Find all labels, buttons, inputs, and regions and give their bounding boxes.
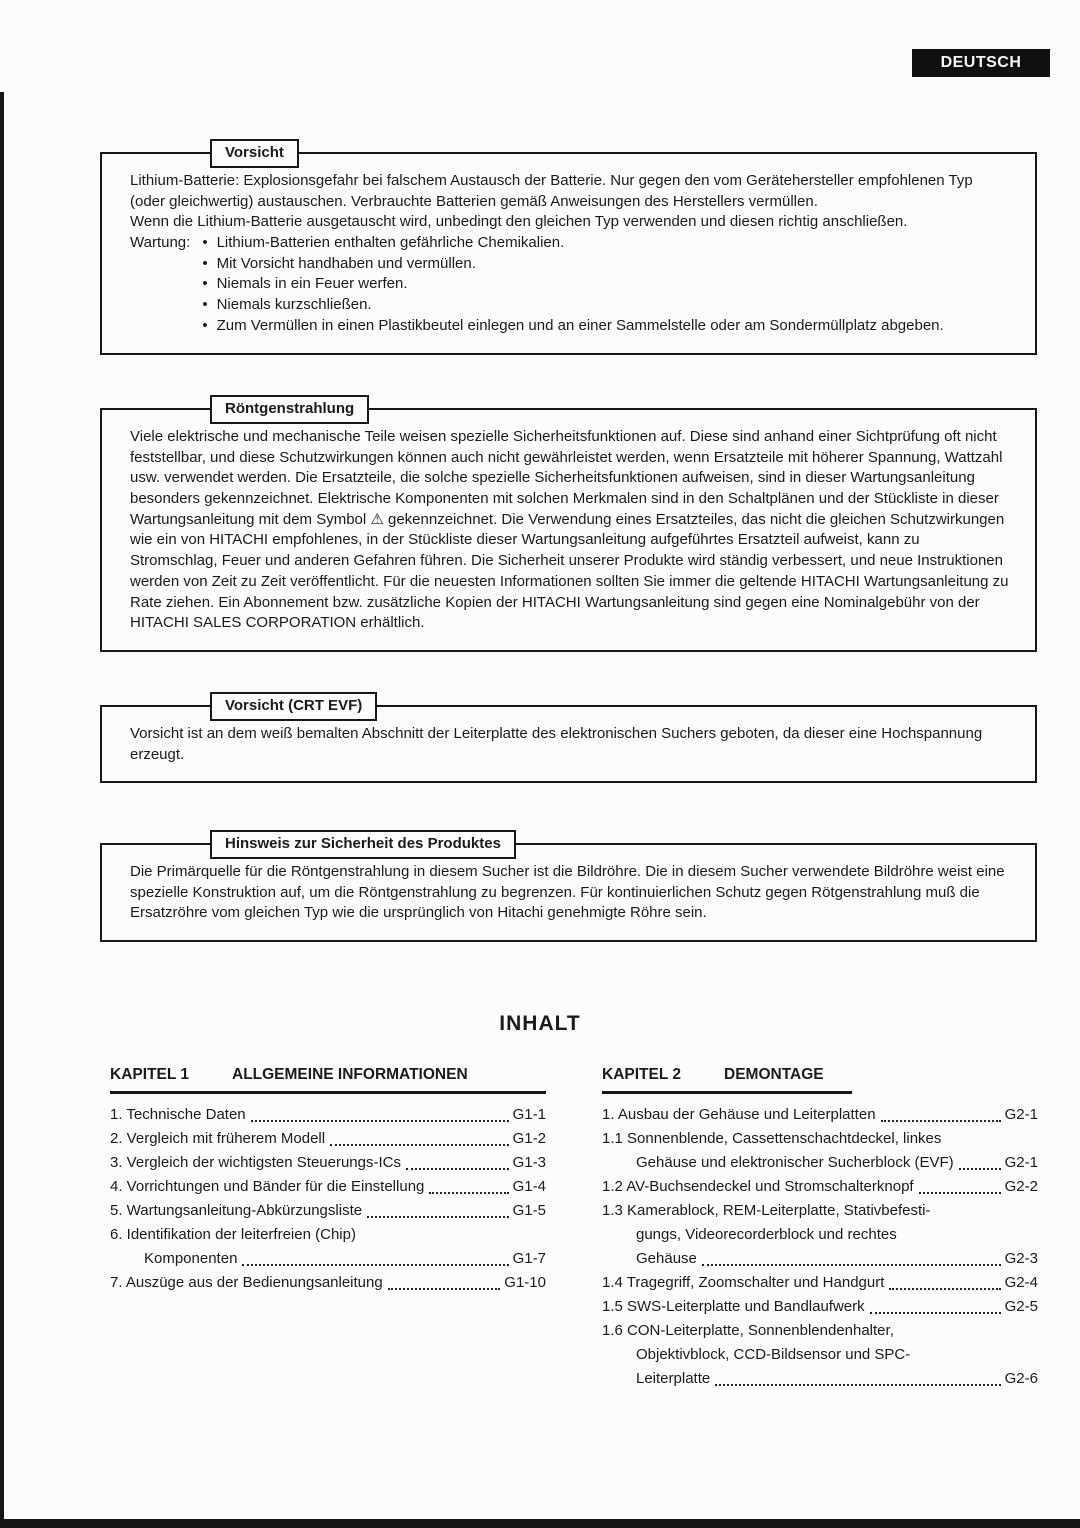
toc-column-kapitel-2 bbox=[602, 1066, 1038, 1391]
box-paragraph: Lithium-Batterie: Explosionsgefahr bei falschem Austausch der Batterie. Nur gegen den vom Gerätehersteller empfohlenen Typ (oder gleichwertig) austauschen. Verbrauchte Batterien gemäß Anweisungen des Herstellers vermüllen. bbox=[130, 172, 973, 210]
toc-page-number: G2-4 bbox=[1004, 1274, 1038, 1291]
toc-title: INHALT bbox=[499, 1012, 581, 1035]
bullet-item: • Mit Vorsicht handhaben und vermüllen. bbox=[202, 254, 1009, 275]
toc-entry-text: Gehäuse und elektronischer Sucherblock (EVF) bbox=[636, 1154, 954, 1171]
toc-entry bbox=[110, 1199, 546, 1223]
toc-page-number: G2-3 bbox=[1004, 1250, 1038, 1267]
toc-entry-text: 1.6 CON-Leiterplatte, Sonnenblendenhalter, bbox=[602, 1322, 894, 1339]
toc-chapter-header bbox=[602, 1066, 852, 1094]
dot-leader bbox=[429, 1192, 508, 1194]
dot-leader bbox=[406, 1168, 509, 1170]
toc-entry bbox=[602, 1271, 1038, 1295]
toc-entry bbox=[110, 1175, 546, 1199]
box-label-product-safety: Hinsweis zur Sicherheit des Produktes bbox=[210, 830, 516, 859]
toc-page-number: G1-2 bbox=[512, 1130, 546, 1147]
box-label-roentgenstrahlung: Röntgenstrahlung bbox=[210, 395, 369, 424]
toc-page-number: G2-5 bbox=[1004, 1298, 1038, 1315]
dot-leader bbox=[242, 1264, 508, 1266]
toc-page-number: G1-4 bbox=[512, 1178, 546, 1195]
toc-entry bbox=[110, 1271, 546, 1295]
toc-entry-text: 7. Auszüge aus der Bedienungsanleitung bbox=[110, 1274, 383, 1291]
box-paragraph: Vorsicht ist an dem weiß bemalten Abschnitt der Leiterplatte des elektronischen Suchers geboten, da dieser eine Hochspannung erzeugt. bbox=[130, 725, 983, 763]
bullet-item: • Niemals kurzschließen. bbox=[202, 295, 1009, 316]
toc-chapter-header bbox=[110, 1066, 546, 1094]
toc-entry-text: gungs, Videorecorderblock und rechtes bbox=[636, 1226, 897, 1243]
toc-page-number: G2-2 bbox=[1004, 1178, 1038, 1195]
toc-entry-text: Komponenten bbox=[144, 1250, 238, 1267]
dot-leader bbox=[919, 1192, 1001, 1194]
warning-box-xray bbox=[100, 400, 1037, 652]
dot-leader bbox=[330, 1144, 509, 1146]
toc-page-number: G1-5 bbox=[512, 1202, 546, 1219]
toc-chapter-title: DEMONTAGE bbox=[724, 1066, 824, 1083]
toc-page-number: G1-10 bbox=[504, 1274, 546, 1291]
toc-entry bbox=[602, 1103, 1038, 1127]
table-of-contents bbox=[110, 1066, 1038, 1391]
toc-column-kapitel-1 bbox=[110, 1066, 546, 1391]
dot-leader bbox=[367, 1216, 509, 1218]
toc-page-number: G1-1 bbox=[512, 1106, 546, 1123]
dot-leader bbox=[889, 1288, 1000, 1290]
bullet-item: • Zum Vermüllen in einen Plastikbeutel einlegen und an einer Sammelstelle oder am Sondermüllplatz abgeben. bbox=[202, 316, 1009, 337]
toc-entry-text: 3. Vergleich der wichtigsten Steuerungs-ICs bbox=[110, 1154, 401, 1171]
dot-leader bbox=[870, 1312, 1001, 1314]
toc-entry bbox=[110, 1151, 546, 1175]
scan-edge-left bbox=[0, 92, 4, 1528]
toc-page-number: G1-7 bbox=[512, 1250, 546, 1267]
box-paragraph: Wenn die Lithium-Batterie ausgetauscht wird, unbedingt den gleichen Typ verwenden und diesen richtig anschließen. bbox=[130, 213, 908, 231]
toc-entry bbox=[110, 1103, 546, 1127]
dot-leader bbox=[702, 1264, 1001, 1266]
dot-leader bbox=[959, 1168, 1001, 1170]
toc-entry bbox=[110, 1127, 546, 1151]
bullet-item: • Niemals in ein Feuer werfen. bbox=[202, 274, 1009, 295]
toc-chapter-title: ALLGEMEINE INFORMATIONEN bbox=[232, 1066, 468, 1083]
scan-edge-bottom bbox=[0, 1519, 1080, 1528]
toc-entry-text: 6. Identifikation der leiterfreien (Chip) bbox=[110, 1226, 356, 1243]
dot-leader bbox=[388, 1288, 501, 1290]
toc-chapter-number: KAPITEL 1 bbox=[110, 1066, 189, 1083]
toc-entry-list bbox=[110, 1103, 546, 1295]
toc-entry-text: Gehäuse bbox=[636, 1250, 697, 1267]
toc-page-number: G2-1 bbox=[1004, 1154, 1038, 1171]
toc-page-number: G1-3 bbox=[512, 1154, 546, 1171]
warning-box-product-safety bbox=[100, 835, 1037, 942]
box-label-vorsicht: Vorsicht bbox=[210, 139, 299, 168]
toc-entry-text: Leiterplatte bbox=[636, 1370, 711, 1387]
toc-entry bbox=[602, 1127, 1038, 1175]
warning-box-crt-evf bbox=[100, 697, 1037, 783]
toc-entry-text: 1.5 SWS-Leiterplatte und Bandlaufwerk bbox=[602, 1298, 865, 1315]
box-paragraph: Viele elektrische und mechanische Teile weisen spezielle Sicherheitsfunktionen auf. Diese sind anhand einer Sichtprüfung oft nicht feststellbar, und diese Schutzwirkungen können auch nicht gewährleistet werden, wenn Ersatzteile mit höherer Spannung, Wattzahl usw. verwendet werden. Die Ersatzteile, die solche spezielle Sicherheitsfunktionen aufweisen, sind in dieser Wartungsanleitung besonders gekennzeichnet. Elektrische Komponenten mit solchen Merkmalen sind in den Schaltplänen und der Stückliste in dieser Wartungsanleitung mit dem Symbol ⚠ gekennzeichnet. Die Verwendung eines Ersatzteiles, das nicht die gleichen Schutzwirkungen wie ein von HITACHI empfohlenes, in der Stückliste dieser Wartungsanleitung aufgeführtes Ersatzteil aufweist, kann zu Stromschlag, Feuer und anderen Gefahren führen. Die Sicherheit unserer Produkte wird ständig verbessert, und neue Instruktionen werden von Zeit zu Zeit veröffentlicht. Für die neuesten Informationen sollten Sie immer die geltende HITACHI Wartungsanleitung zu Rate ziehen. Ein Abonnement bzw. zusätzliche Kopien der HITACHI Wartungsanleitung sind gegen eine Nominalgebühr von der HITACHI SALES CORPORATION erhältlich. bbox=[130, 428, 1009, 632]
dot-leader bbox=[881, 1120, 1001, 1122]
toc-entry-text: 5. Wartungsanleitung-Abkürzungsliste bbox=[110, 1202, 363, 1219]
toc-entry-text: 1.1 Sonnenblende, Cassettenschachtdeckel, linkes bbox=[602, 1130, 942, 1147]
toc-page-number: G2-6 bbox=[1004, 1370, 1038, 1387]
dot-leader bbox=[715, 1384, 1000, 1386]
toc-entry bbox=[602, 1295, 1038, 1319]
toc-entry-text: 1.2 AV-Buchsendeckel und Stromschalterknopf bbox=[602, 1178, 914, 1195]
toc-entry-text: 1. Technische Daten bbox=[110, 1106, 246, 1123]
toc-entry bbox=[602, 1175, 1038, 1199]
toc-entry-list bbox=[602, 1103, 1038, 1391]
toc-entry bbox=[110, 1223, 546, 1271]
dot-leader bbox=[251, 1120, 509, 1122]
toc-entry bbox=[602, 1199, 1038, 1271]
warning-box-lithium-battery bbox=[100, 144, 1037, 355]
toc-entry-text: 1.4 Tragegriff, Zoomschalter und Handgurt bbox=[602, 1274, 885, 1291]
maintenance-label: Wartung: bbox=[130, 234, 191, 252]
language-badge: DEUTSCH bbox=[912, 49, 1050, 77]
toc-entry-text: 1. Ausbau der Gehäuse und Leiterplatten bbox=[602, 1106, 876, 1123]
toc-chapter-number: KAPITEL 2 bbox=[602, 1066, 681, 1083]
toc-page-number: G2-1 bbox=[1004, 1106, 1038, 1123]
maintenance-note bbox=[130, 233, 1009, 336]
box-label-crt-evf: Vorsicht (CRT EVF) bbox=[210, 692, 377, 721]
toc-entry bbox=[602, 1319, 1038, 1391]
box-paragraph: Die Primärquelle für die Röntgenstrahlung in diesem Sucher ist die Bildröhre. Die in diesem Sucher verwendete Bildröhre weist eine spezielle Konstruktion auf, um die Röntgenstrahlung zu begrenzen. Für kontinuierlichen Schutz gegen Rötgenstrahlung muß die Ersatzröhre vom gleichen Typ wie die ursprünglich von Hitachi genehmigte Röhre sein. bbox=[130, 863, 1005, 922]
toc-entry-text: 4. Vorrichtungen und Bänder für die Einstellung bbox=[110, 1178, 425, 1195]
bullet-item: • Lithium-Batterien enthalten gefährliche Chemikalien. bbox=[202, 233, 1009, 254]
toc-entry-text: 2. Vergleich mit früherem Modell bbox=[110, 1130, 326, 1147]
bullet-list bbox=[202, 233, 1009, 336]
toc-entry-text: Objektivblock, CCD-Bildsensor und SPC- bbox=[636, 1346, 911, 1363]
toc-entry-text: 1.3 Kamerablock, REM-Leiterplatte, Stativbefesti- bbox=[602, 1202, 931, 1219]
